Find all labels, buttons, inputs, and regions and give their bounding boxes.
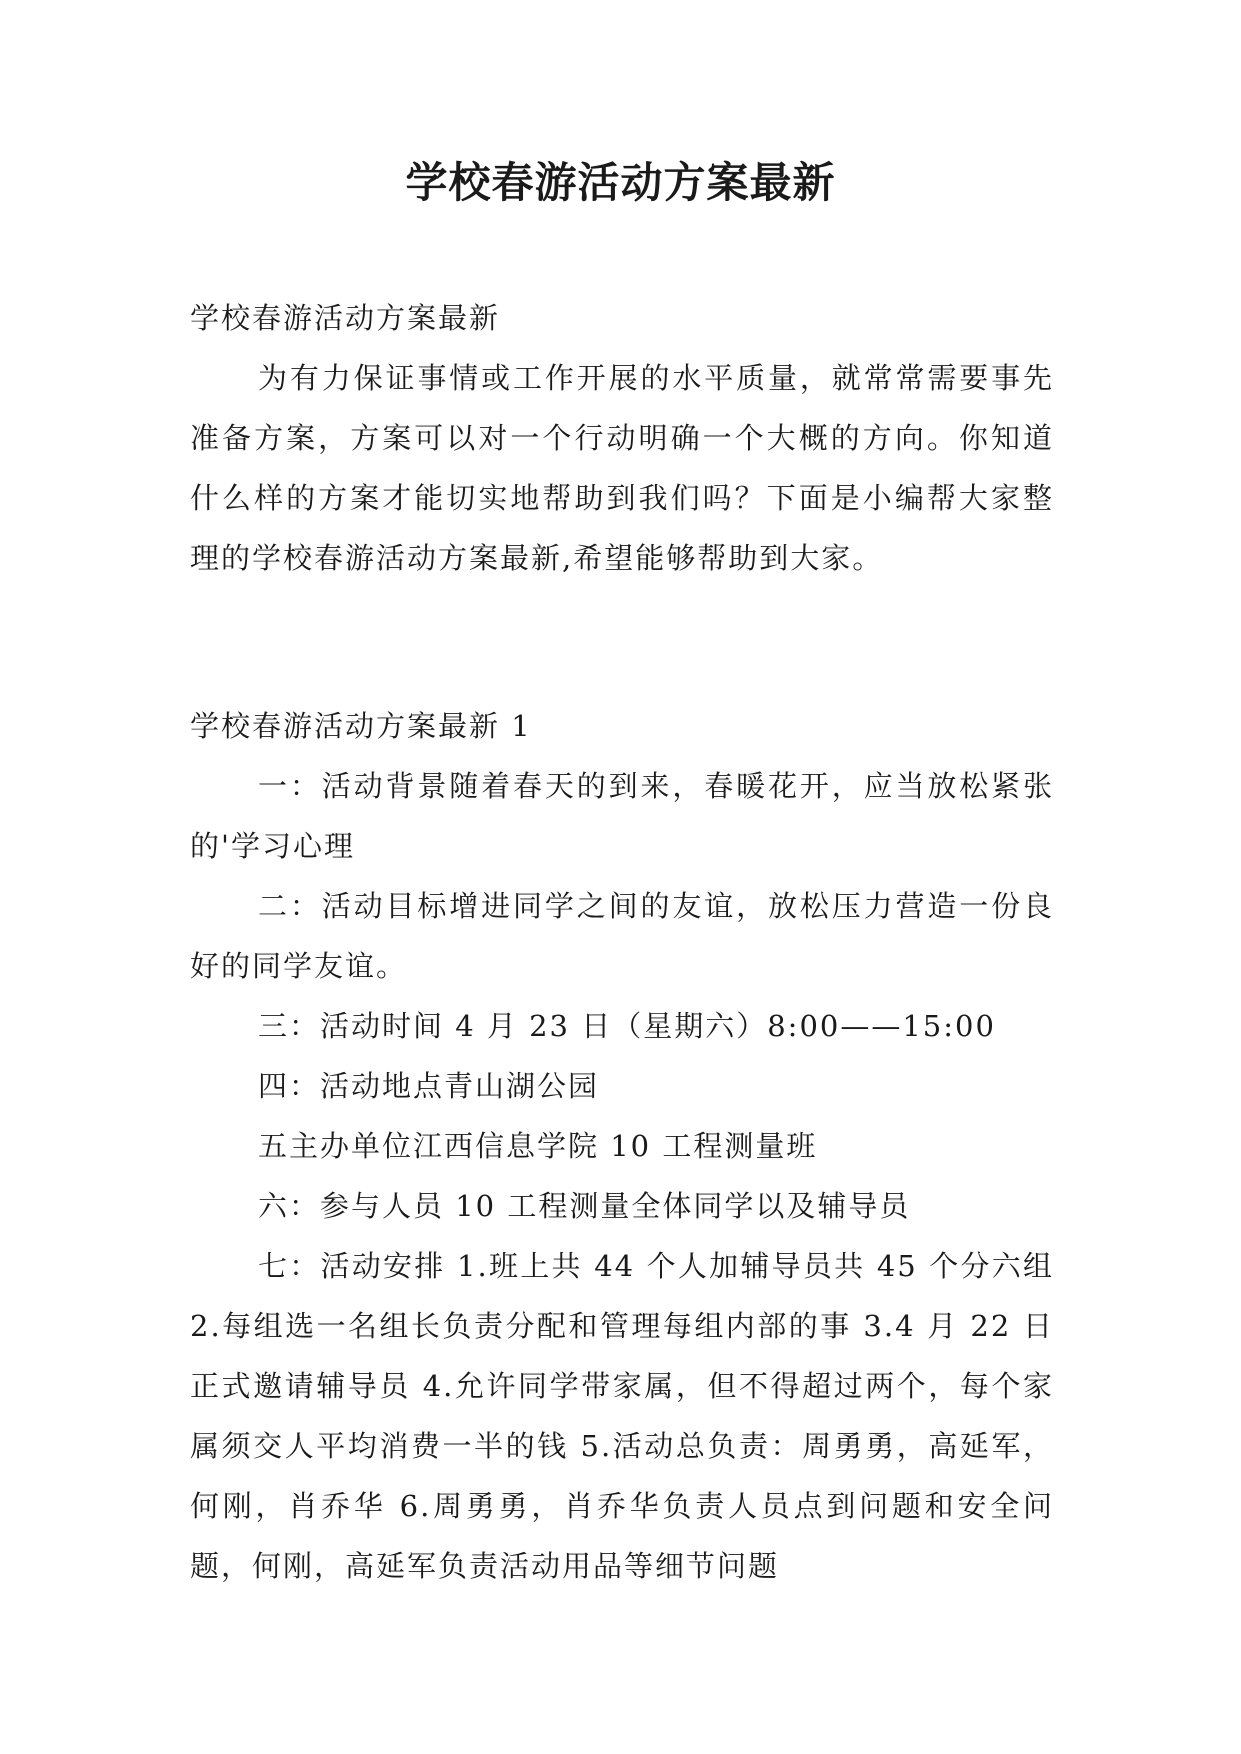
item-organizer: 五主办单位江西信息学院 10 工程测量班 xyxy=(258,1129,818,1163)
item-participants: 六：参与人员 10 工程测量全体同学以及辅导员 xyxy=(258,1189,911,1223)
intro-paragraph: 为有力保证事情或工作开展的水平质量，就常常需要事先准备方案，方案可以对一个行动明确一个大概的方向。你知道什么样的方案才能切实地帮助到我们吗？下面是小编帮大家整理的学校春游活动方案最新,希望能够帮助到大家。 xyxy=(190,361,1054,575)
document-title: 学校春游活动方案最新 xyxy=(405,158,836,207)
item-location: 四：活动地点青山湖公园 xyxy=(258,1069,600,1103)
item-time: 三：活动时间 4 月 23 日（星期六）8:00——15:00 xyxy=(258,1009,996,1043)
section-1 xyxy=(190,696,1054,1596)
section-1-heading: 学校春游活动方案最新 1 xyxy=(190,709,532,743)
item-background: 一：活动背景随着春天的到来，春暖花开，应当放松紧张的'学习心理 xyxy=(190,769,1054,863)
item-goal: 二：活动目标增进同学之间的友谊，放松压力营造一份良好的同学友谊。 xyxy=(190,889,1054,983)
intro-heading: 学校春游活动方案最新 xyxy=(190,301,501,335)
intro-section xyxy=(190,288,1054,588)
item-arrangement: 七：活动安排 1.班上共 44 个人加辅导员共 45 个分六组 2.每组选一名组长负责分配和管理每组内部的事 3.4 月 22 日正式邀请辅导员 4.允许同学带家属，但不得超过两个，每个家属须交人平均消费一半的钱 5.活动总负责：周勇勇，高延军，何刚，肖乔华 6.周勇勇，肖乔华负责人员点到问题和安全问题，何刚，高延军负责活动用品等细节问题 xyxy=(190,1249,1054,1583)
